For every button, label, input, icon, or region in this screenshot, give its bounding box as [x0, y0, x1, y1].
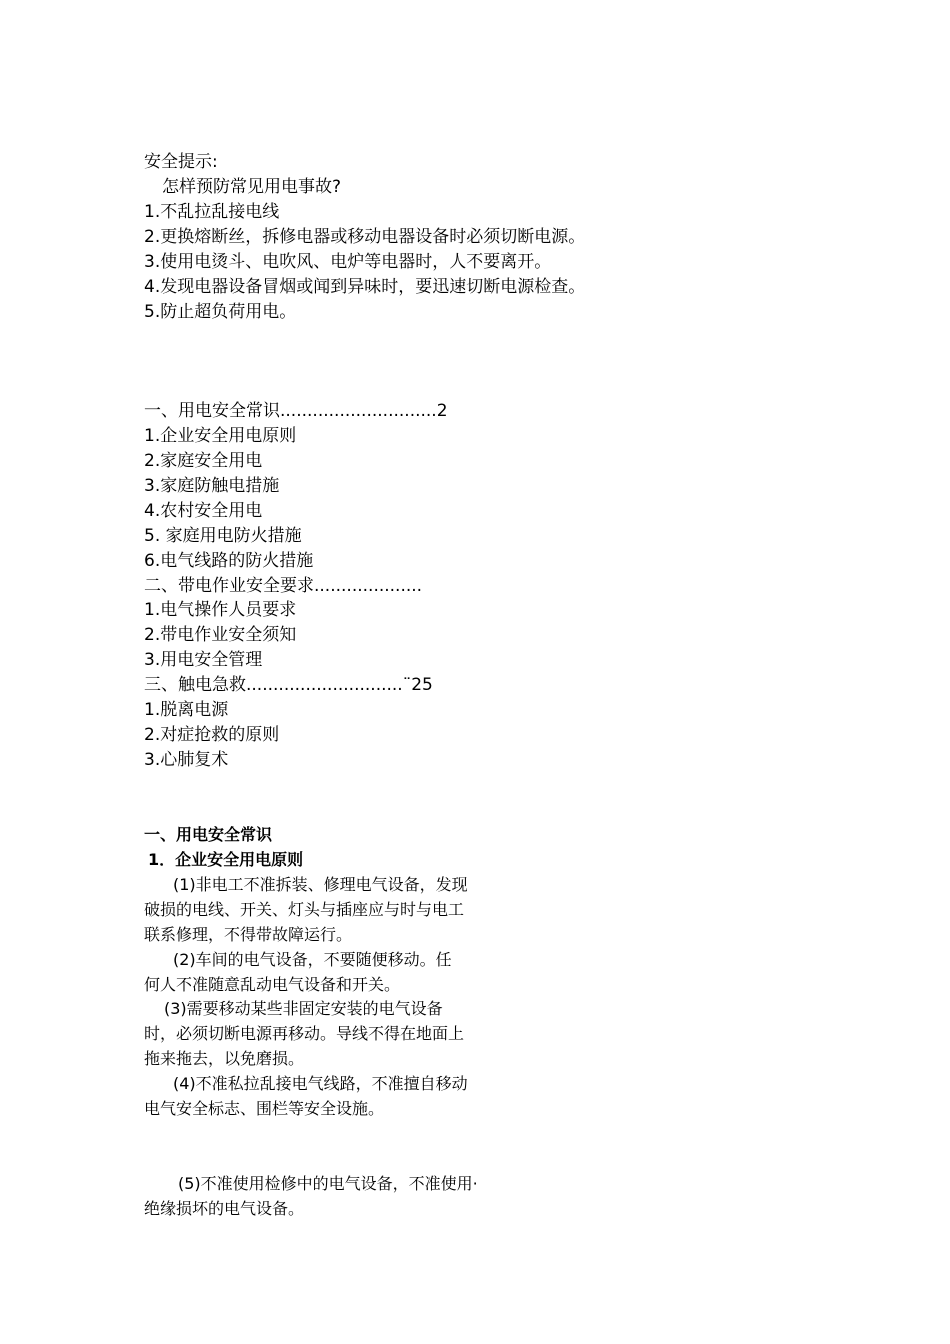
toc-entry: 1.企业安全用电原则 — [144, 426, 297, 446]
tips-item: 4.发现电器设备冒烟或闻到异味时，要迅速切断电源检查。 — [144, 277, 586, 297]
body-line: 何人不准随意乱动电气设备和开关。 — [144, 975, 401, 994]
section-subtitle: 1．企业安全用电原则 — [148, 850, 304, 869]
body-line: (5)不准使用检修中的电气设备，不准使用· — [178, 1174, 478, 1193]
body-line: 时，必须切断电源再移动。导线不得在地面上 — [144, 1024, 465, 1043]
body-line: 电气安全标志、围栏等安全设施。 — [144, 1099, 385, 1118]
toc-entry: 3.心肺复术 — [144, 750, 229, 770]
toc-entry: 三、触电急救.............................¨25 — [144, 675, 433, 695]
section-title: 一、用电安全常识 — [144, 825, 273, 844]
body-line: 破损的电线、开关、灯头与插座应与时与电工 — [144, 900, 465, 919]
toc-entry: 3.家庭防触电措施 — [144, 476, 280, 496]
tips-item: 3.使用电烫斗、电吹风、电炉等电器时，人不要离开。 — [144, 252, 552, 272]
tips-item: 1.不乱拉乱接电线 — [144, 202, 280, 222]
toc-entry: 1.电气操作人员要求 — [144, 600, 297, 620]
toc-entry: 2.对症抢救的原则 — [144, 725, 280, 745]
tips-item: 5.防止超负荷用电。 — [144, 302, 297, 322]
toc-entry: 5. 家庭用电防火措施 — [144, 526, 302, 546]
toc-entry: 4.农村安全用电 — [144, 501, 263, 521]
tips-item: 2.更换熔断丝，拆修电器或移动电器设备时必须切断电源。 — [144, 227, 586, 247]
toc-entry: 2.家庭安全用电 — [144, 451, 263, 471]
toc-entry: 3.用电安全管理 — [144, 650, 263, 670]
body-line: (2)车间的电气设备，不要随便移动。任 — [173, 950, 452, 969]
body-line: 拖来拖去，以免磨损。 — [144, 1049, 305, 1068]
toc-entry: 6.电气线路的防火措施 — [144, 551, 314, 571]
toc-entry: 1.脱离电源 — [144, 700, 229, 720]
body-line: (1)非电工不准拆装、修理电气设备，发现 — [173, 875, 468, 894]
tips-question: 怎样预防常见用电事故? — [162, 177, 342, 197]
toc-entry: 一、用电安全常识.............................2 — [144, 401, 448, 421]
body-line: 联系修理，不得带故障运行。 — [144, 925, 353, 944]
toc-entry: 二、带电作业安全要求.................... — [144, 576, 423, 596]
toc-entry: 2.带电作业安全须知 — [144, 625, 297, 645]
body-line: (3)需要移动某些非固定安装的电气设备 — [164, 999, 443, 1018]
body-line: 绝缘损坏的电气设备。 — [144, 1199, 305, 1218]
body-line: (4)不准私拉乱接电气线路，不准擅自移动 — [173, 1074, 468, 1093]
tips-heading: 安全提示: — [144, 152, 218, 172]
